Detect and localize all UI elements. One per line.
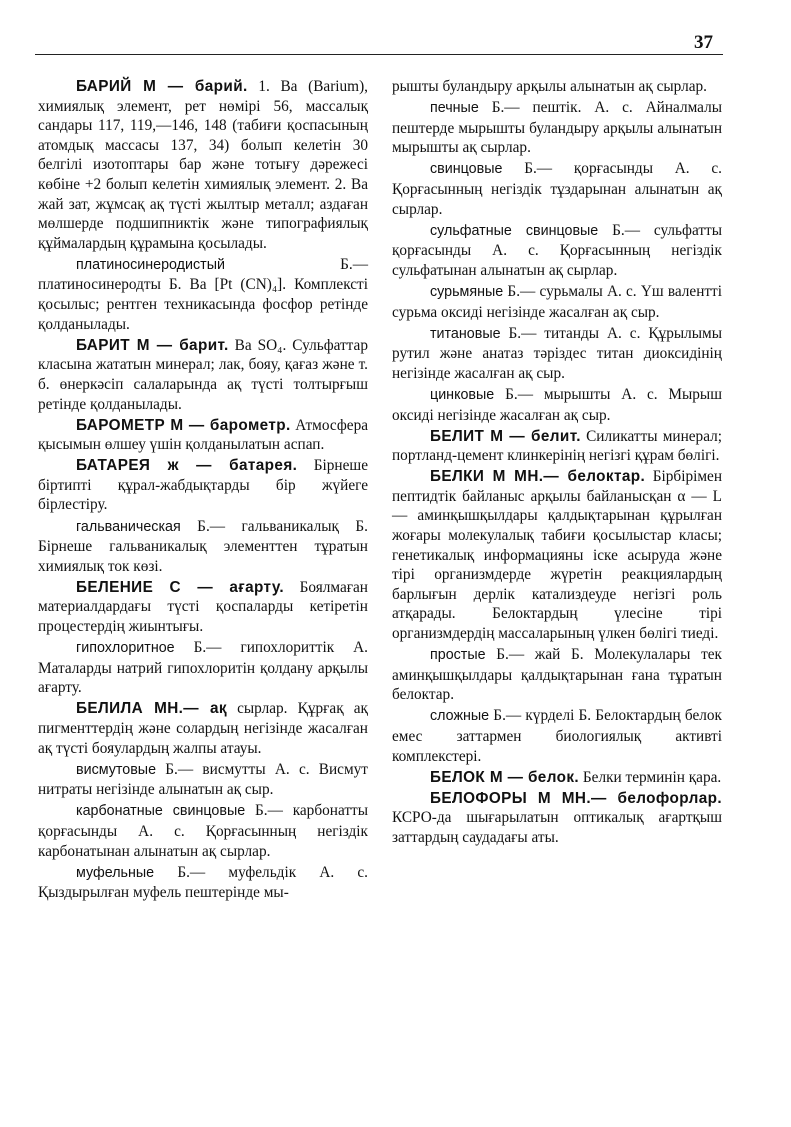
sub-entry-term: сурьмяные — [430, 283, 504, 300]
entry-definition: Б.— карбонатты қорғасынды А. с. Қорғасынның негіздік карбонатынан алынатын ақ сырлар. — [38, 802, 368, 860]
entry-definition: Белки терминін қара. — [579, 768, 722, 786]
entry-headword: БЕЛИТ М — белит. — [430, 427, 581, 445]
entry-headword: БАТАРЕЯ ж — батарея. — [76, 457, 298, 475]
sub-entry — [38, 863, 368, 903]
sub-entry-term: сложные — [430, 708, 490, 725]
sub-entry — [392, 385, 722, 425]
sub-entry — [392, 159, 722, 219]
sub-entry — [38, 255, 368, 334]
entry-definition: Б.— висмутты А. с. Висмут нитраты негізінде алынатын ақ сыр. — [38, 760, 368, 799]
entry-definition: Б.— пештік. А. с. Айналмалы пештерде мырышты буландыру арқылы алынатын мырышты ақ сырлар. — [392, 99, 722, 157]
entry-definition: рышты буландыру арқылы алынатын ақ сырлар. — [392, 78, 707, 95]
entry-continuation — [392, 77, 722, 97]
entry-definition: 1. Ba (Barium), химиялық элемент, рет нөмірі 56, массалық сандары 117, 119,—146, 148 (табиғи қоспасының атомдық массасы 137, 34) болып келетін 30 белгілі изотоптары бар және тотығу дәрежесі көбіне +2 болып келетін химиялық элемент. 2. Ba жай зат, жұмсақ ақ түсті жылтыр металл; аздаған мөлшерде подшипниктік және типографиялық құймалардың құрамына қосылады. — [38, 78, 368, 252]
sub-entry-term: гальваническая — [76, 518, 181, 535]
header-rule — [35, 54, 723, 55]
sub-entry-term: цинковые — [430, 386, 495, 403]
sub-entry — [38, 517, 368, 577]
page-number: 37 — [694, 32, 713, 53]
entry-definition: Бірнеше біртипті құрал-жабдықтарды бір жүйеге бірлестіру. — [38, 457, 368, 514]
entry-headword: БАРИТ М — барит. — [76, 336, 229, 354]
left-column — [38, 77, 368, 904]
entry-definition: Б.— гипохлориттік А. Маталарды натрий гипохлоритін қолдану арқылы ағарту. — [38, 639, 368, 697]
sub-entry-term: муфельные — [76, 864, 155, 881]
sub-entry — [392, 98, 722, 158]
entry-headword: БАРОМЕТР М — барометр. — [76, 416, 291, 434]
entry-headword: БЕЛКИ М МН.— белоктар. — [430, 468, 646, 486]
sub-entry-term: титановые — [430, 325, 501, 342]
dictionary-entry — [38, 578, 368, 637]
dictionary-entry — [38, 456, 368, 515]
entry-definition: Б.— жай Б. Молекулалары тек аминқышқылдары қалдықтарынан ғана тұратын белоктар. — [392, 646, 722, 704]
sub-entry — [392, 324, 722, 384]
entry-headword: БЕЛИЛА МН.— ақ — [76, 700, 227, 718]
entry-definition: КСРО-да шығарылатын оптикалық ағартқыш заттардың саудадағы аты. — [392, 809, 722, 846]
entry-definition: Атмосфера қысымын өлшеу үшін қолданылатын аспап. — [38, 416, 369, 454]
sub-entry-term: карбонатные свинцовые — [76, 803, 246, 820]
right-column — [392, 77, 722, 849]
sub-entry — [38, 760, 368, 800]
entry-definition: Б.— муфельдік А. с. Қыздырылған муфель пештерінде мы- — [38, 863, 368, 902]
entry-headword: БАРИЙ М — барий. — [76, 78, 248, 95]
sub-entry-term: гипохлоритное — [76, 640, 175, 657]
entry-definition: Ba SO₄. Сульфаттар класына жататын минерал; лак, бояу, қағаз және т. б. өнеркәсіп салаларында ақ түсті толтырғыш ретінде қолданылады. — [38, 336, 368, 413]
sub-entry — [392, 706, 722, 766]
dictionary-entry — [392, 427, 722, 466]
dictionary-entry — [38, 77, 368, 253]
entry-definition: Б.— күрделі Б. Белоктардың белок емес заттармен биологиялық активті комплекстері. — [392, 707, 722, 765]
sub-entry-term: простые — [430, 647, 486, 664]
sub-entry — [392, 645, 722, 705]
sub-entry — [392, 282, 722, 322]
dictionary-entry — [38, 699, 368, 758]
entry-definition: Б.— қорғасынды А. с. Қорғасынның негіздік тұздарынан алынатын ақ сырлар. — [392, 160, 722, 218]
sub-entry-term: висмутовые — [76, 761, 157, 778]
dictionary-entry — [392, 768, 722, 788]
entry-definition: Б.— сульфатты қорғасынды А. с. Қорғасынның негіздік сульфатынан алынатын ақ сырлар. — [392, 221, 722, 279]
sub-entry — [392, 221, 722, 281]
entry-definition: Б.— мырышты А. с. Мырыш оксиді негізінде жасалған ақ сыр. — [392, 385, 722, 424]
entry-definition: Боялмаған материалдардағы түсті қоспаларды кетіретін процестердің жиынтығы. — [38, 578, 368, 636]
sub-entry-term: печные — [430, 100, 479, 117]
entry-definition: сырлар. Құрғақ ақ пигменттердің және солардың негізінде жасалған ақ түсті бояулардың жалпы атауы. — [38, 700, 368, 757]
dictionary-entry — [392, 789, 722, 848]
sub-entry-term: платиносинеродистый — [76, 256, 225, 273]
entry-definition: Б.— гальваникалық Б. Бірнеше гальваникалық элементтен тұратын химиялық ток көзі. — [38, 517, 368, 575]
dictionary-entry — [38, 416, 368, 455]
sub-entry-term: свинцовые — [430, 161, 503, 178]
entry-definition: Б.— платиносинеродты Б. Ba [Pt (CN)₄]. Комплексті қосылыс; рентген техникасында фосфор ретінде қолданылады. — [38, 255, 368, 333]
sub-entry — [38, 638, 368, 698]
entry-headword: БЕЛОК М — белок. — [430, 768, 580, 786]
entry-definition: Б.— титанды А. с. Құрылымы рутил және анатаз тәріздес титан диоксидінің негізінде жасалған ақ сыр. — [392, 324, 722, 382]
entry-definition: Силикатты минерал; портланд-цемент клинкерінің негізгі құрам бөлігі. — [392, 427, 722, 465]
entry-headword: БЕЛЕНИЕ С — ағарту. — [76, 578, 285, 596]
dictionary-entry — [392, 467, 722, 643]
dictionary-entry — [38, 336, 368, 414]
sub-entry-term: сульфатные свинцовые — [430, 222, 599, 239]
sub-entry — [38, 801, 368, 861]
entry-definition: Бірбірімен пептидтік байланыс арқылы байланысқан α — L — аминқышқылдары қалдықтарынан құрылған жоғары молекулалық табиғи қосылыстар класы; генетикалық информацияны іске асыруда және тірі организмдерде жүретін реакциялардың барлығын дерлік катализдеуде негізгі роль атқарады. Белоктардың үлесіне тірі организмдердің массаларының үлкен бөлігі тиеді. — [392, 468, 722, 643]
entry-definition: Б.— сурьмалы А. с. Үш валентті сурьма оксиді негізінде жасалған ақ сыр. — [392, 282, 722, 321]
entry-headword: БЕЛОФОРЫ М МН.— белофорлар. — [430, 789, 722, 807]
